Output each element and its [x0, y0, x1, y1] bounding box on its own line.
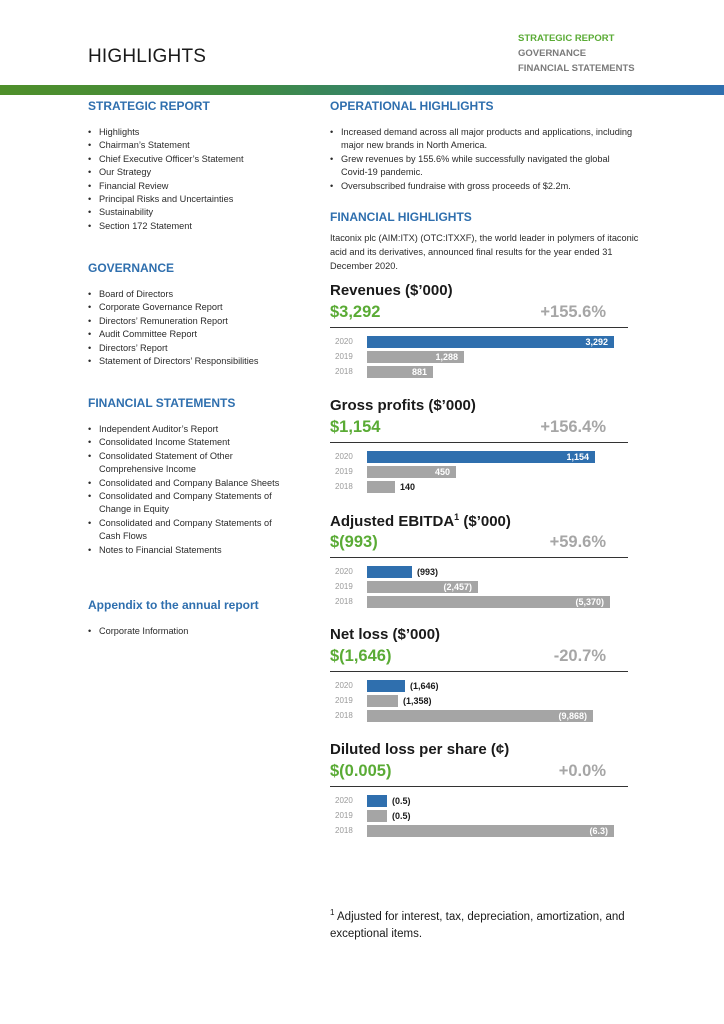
operational-list: [330, 126, 635, 193]
toc-governance-list: [88, 288, 308, 368]
bar-year-label: 2020: [335, 452, 353, 461]
toc-item[interactable]: • Corporate Governance Report: [88, 301, 308, 314]
toc-item[interactable]: • Sustainability: [88, 206, 308, 219]
bar-year-label: 2019: [335, 811, 353, 820]
toc-financial-list: [88, 423, 293, 557]
metric-divider: [330, 671, 628, 672]
bar-value-label: 140: [400, 482, 416, 492]
toc-item[interactable]: • Directors’ Remuneration Report: [88, 315, 308, 328]
metric-headline-value: $(993): [330, 533, 378, 551]
nav-financial-statements[interactable]: FINANCIAL STATEMENTS: [518, 63, 635, 74]
toc-strategic-list: [88, 126, 308, 233]
metric-title: [330, 626, 440, 643]
metric-change-percent: +155.6%: [540, 303, 606, 321]
toc-item[interactable]: • Financial Review: [88, 180, 308, 193]
bar-2020: [367, 680, 405, 692]
metric-divider: [330, 557, 628, 558]
nav-strategic-report[interactable]: STRATEGIC REPORT: [518, 33, 615, 44]
toc-item[interactable]: • Consolidated and Company Statements of Cash Flows: [88, 517, 293, 544]
metric-divider: [330, 442, 628, 443]
metric-title: [330, 282, 453, 299]
financial-heading: FINANCIAL HIGHLIGHTS: [330, 210, 472, 224]
metric-headline-value: $3,292: [330, 303, 381, 321]
bar-2020: [367, 566, 412, 578]
toc-item[interactable]: • Board of Directors: [88, 288, 308, 301]
metric-divider: [330, 327, 628, 328]
metric-headline-value: $(1,646): [330, 647, 392, 665]
bar-value-label: (9,868): [558, 711, 587, 721]
bar-year-label: 2020: [335, 681, 353, 690]
toc-appendix-heading: Appendix to the annual report: [88, 598, 259, 612]
toc-financial-heading: FINANCIAL STATEMENTS: [88, 396, 236, 410]
bar-value-label: 881: [411, 367, 427, 377]
toc-item[interactable]: • Highlights: [88, 126, 308, 139]
bar-2018: [367, 481, 395, 493]
toc-strategic-heading: STRATEGIC REPORT: [88, 99, 210, 113]
bar-value-label: (993): [417, 567, 439, 577]
metric-title-text: Adjusted EBITDA: [330, 513, 455, 530]
bar-value-label: (0.5): [392, 796, 411, 806]
bar-year-label: 2019: [335, 467, 353, 476]
bar-value-label: (1,646): [410, 681, 439, 691]
section-nav: [518, 31, 635, 76]
bar-value-label: (1,358): [403, 696, 432, 706]
metric-divider: [330, 786, 628, 787]
page-title: HIGHLIGHTS: [88, 46, 207, 67]
header-color-band: [0, 85, 724, 95]
bar-value-label: 450: [434, 467, 450, 477]
operational-item: • Increased demand across all major products and applications, including major new brands in North America.: [330, 126, 635, 153]
toc-item[interactable]: • Statement of Directors’ Responsibilities: [88, 355, 308, 368]
bar-year-label: 2018: [335, 826, 353, 835]
toc-item[interactable]: • Principal Risks and Uncertainties: [88, 193, 308, 206]
toc-item[interactable]: • Audit Committee Report: [88, 328, 308, 341]
metric-change-percent: -20.7%: [553, 647, 606, 665]
bar-value-label: 1,154: [566, 452, 589, 462]
toc-item[interactable]: • Notes to Financial Statements: [88, 544, 293, 557]
bar-year-label: 2020: [335, 337, 353, 346]
toc-item[interactable]: • Consolidated Income Statement: [88, 436, 293, 449]
footnote-mark: 1: [330, 908, 335, 917]
toc-item[interactable]: • Chairman’s Statement: [88, 139, 308, 152]
toc-item[interactable]: • Consolidated and Company Balance Sheets: [88, 477, 293, 490]
toc-item[interactable]: • Our Strategy: [88, 166, 308, 179]
toc-item[interactable]: • Independent Auditor’s Report: [88, 423, 293, 436]
bar-2020: [367, 795, 387, 807]
metric-title: [330, 741, 509, 758]
bar-value-label: 3,292: [585, 337, 608, 347]
metric-change-percent: +156.4%: [540, 418, 606, 436]
bar-year-label: 2019: [335, 352, 353, 361]
operational-heading: OPERATIONAL HIGHLIGHTS: [330, 99, 494, 113]
metric-title-text: Gross profits ($’000): [330, 397, 476, 414]
bar-year-label: 2019: [335, 696, 353, 705]
metric-headline-value: $1,154: [330, 418, 381, 436]
metric-title: [330, 512, 511, 530]
operational-item: • Grew revenues by 155.6% while successfully navigated the global Covid-19 pandemic.: [330, 153, 635, 180]
bar-value-label: (6.3): [589, 826, 608, 836]
bar-2019: [367, 695, 398, 707]
metric-change-percent: +59.6%: [549, 533, 606, 551]
toc-governance-heading: GOVERNANCE: [88, 261, 175, 275]
bar-year-label: 2018: [335, 367, 353, 376]
bar-year-label: 2020: [335, 796, 353, 805]
bar-year-label: 2019: [335, 582, 353, 591]
bar-year-label: 2018: [335, 482, 353, 491]
bar-value-label: (0.5): [392, 811, 411, 821]
metric-headline-value: $(0.005): [330, 762, 392, 780]
metric-title-units: ($’000): [459, 513, 511, 530]
bar-value-label: (2,457): [443, 582, 472, 592]
footnote-text: Adjusted for interest, tax, depreciation, amortization, and exceptional items.: [330, 910, 625, 940]
bar-value-label: 1,288: [435, 352, 458, 362]
bar-year-label: 2018: [335, 711, 353, 720]
toc-item[interactable]: • Consolidated Statement of Other Comprehensive Income: [88, 450, 293, 477]
toc-item[interactable]: • Chief Executive Officer’s Statement: [88, 153, 308, 166]
bar-year-label: 2020: [335, 567, 353, 576]
toc-appendix-list: [88, 625, 308, 638]
bar-2019: [367, 810, 387, 822]
toc-item[interactable]: • Consolidated and Company Statements of Change in Equity: [88, 490, 293, 517]
footnote-reference: 1: [454, 512, 460, 522]
operational-item: • Oversubscribed fundraise with gross proceeds of $2.2m.: [330, 180, 635, 193]
metric-title: [330, 397, 476, 414]
nav-governance[interactable]: GOVERNANCE: [518, 48, 587, 59]
toc-item[interactable]: • Corporate Information: [88, 625, 308, 638]
toc-item[interactable]: • Section 172 Statement: [88, 220, 308, 233]
metric-title-text: Net loss ($’000): [330, 626, 441, 643]
footnote: [330, 904, 650, 943]
financial-intro: Itaconix plc (AIM:ITX) (OTC:ITXXF), the world leader in polymers of itaconic acid and its derivatives, announced final results for the year ended 31 December 2020.: [330, 233, 639, 271]
metric-title-text: Revenues ($’000): [330, 282, 453, 299]
metric-title-text: Diluted loss per share (¢): [330, 741, 510, 758]
bar-year-label: 2018: [335, 597, 353, 606]
toc-item[interactable]: • Directors’ Report: [88, 342, 308, 355]
metric-change-percent: +0.0%: [558, 762, 606, 780]
bar-value-label: (5,370): [575, 597, 604, 607]
